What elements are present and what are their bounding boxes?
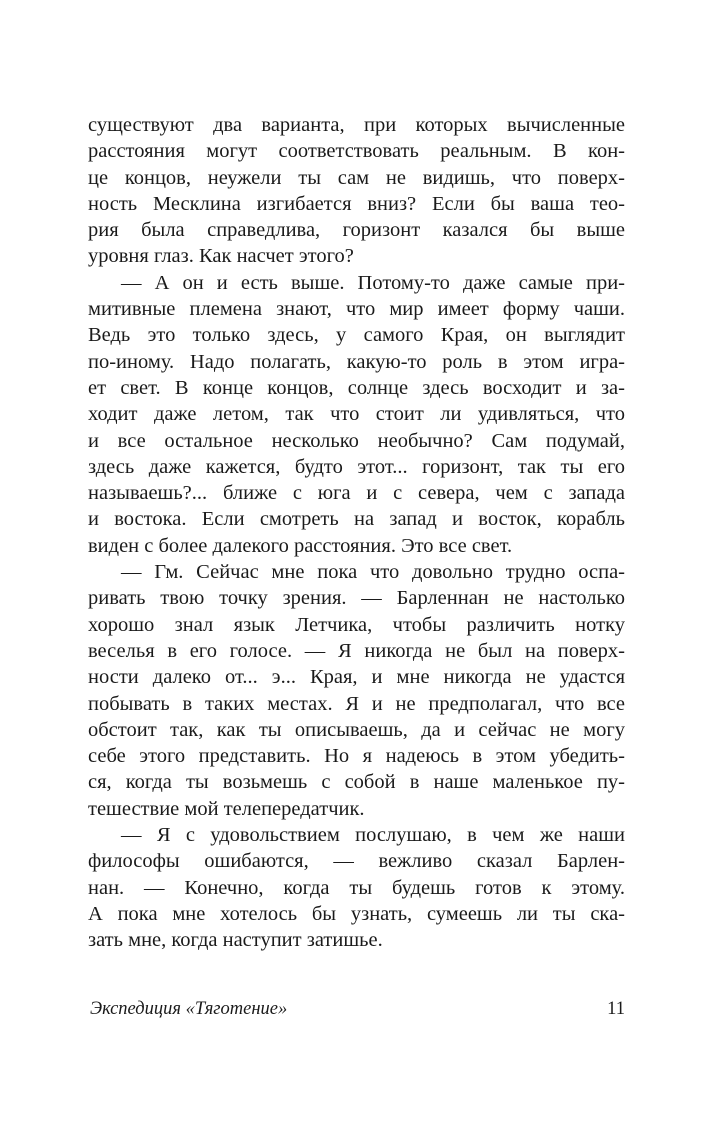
page-number: 11 [607,999,625,1019]
text-line: це концов, неужели ты сам не видишь, что поверх- [88,166,625,189]
text-line: по-иному. Надо полагать, какую-то роль в этом игра- [88,350,625,373]
book-page [88,0,625,1123]
text-line: митивные племена знают, что мир имеет форму чаши. [88,298,625,321]
text-line: виден с более далекого расстояния. Это все свет. [88,534,513,557]
text-line: ся, когда ты возьмешь с собой в наше маленькое пу- [88,771,625,794]
text-line: нан. — Конечно, когда ты будешь готов к этому. [88,876,625,899]
text-line: — Гм. Сейчас мне пока что довольно трудно оспа- [121,561,625,584]
page-footer [88,995,625,1023]
running-title: Экспедиция «Тяготение» [90,999,288,1019]
text-line: ности далеко от... э... Края, и мне никогда не удастся [88,666,625,689]
text-line: расстояния могут соответствовать реальным. В кон- [88,140,625,163]
text-line: называешь?... ближе с юга и с севера, чем с запада [88,482,625,505]
body-text [88,112,625,954]
text-line: здесь даже кажется, будто этот... горизонт, так ты его [88,455,625,478]
text-line: уровня глаз. Как насчет этого? [88,245,354,268]
text-line: себе этого представить. Но я надеюсь в этом убедить- [88,745,625,768]
text-line: ривать твою точку зрения. — Барленнан не настолько [88,587,625,610]
text-line: ность Месклина изгибается вниз? Если бы ваша тео- [88,192,625,215]
text-line: тешествие мой телепередатчик. [88,797,365,820]
text-line: рия была справедлива, горизонт казался бы выше [88,219,625,242]
text-line: — А он и есть выше. Потому-то даже самые при- [121,271,625,294]
text-line: зать мне, когда наступит затишье. [88,929,383,952]
text-line: ет свет. В конце концов, солнце здесь восходит и за- [88,376,625,399]
text-line: и все остальное несколько необычно? Сам подумай, [88,429,625,452]
text-line: ходит даже летом, так что стоит ли удивляться, что [88,403,625,426]
text-line: хорошо знал язык Летчика, чтобы различить нотку [88,613,625,636]
text-line: А пока мне хотелось бы узнать, сумеешь ли ты ска- [88,902,625,925]
text-line: Ведь это только здесь, у самого Края, он выглядит [88,324,625,347]
text-line: обстоит так, как ты описываешь, да и сейчас не могу [88,718,625,741]
text-line: существуют два варианта, при которых вычисленные [88,114,625,136]
text-line: и востока. Если смотреть на запад и восток, корабль [88,508,625,531]
text-line: — Я с удовольствием послушаю, в чем же наши [121,824,625,847]
text-line: веселья в его голосе. — Я никогда не был на поверх- [88,639,625,662]
text-line: философы ошибаются, — вежливо сказал Барлен- [88,850,625,873]
text-line: побывать в таких местах. Я и не предполагал, что все [88,692,625,715]
